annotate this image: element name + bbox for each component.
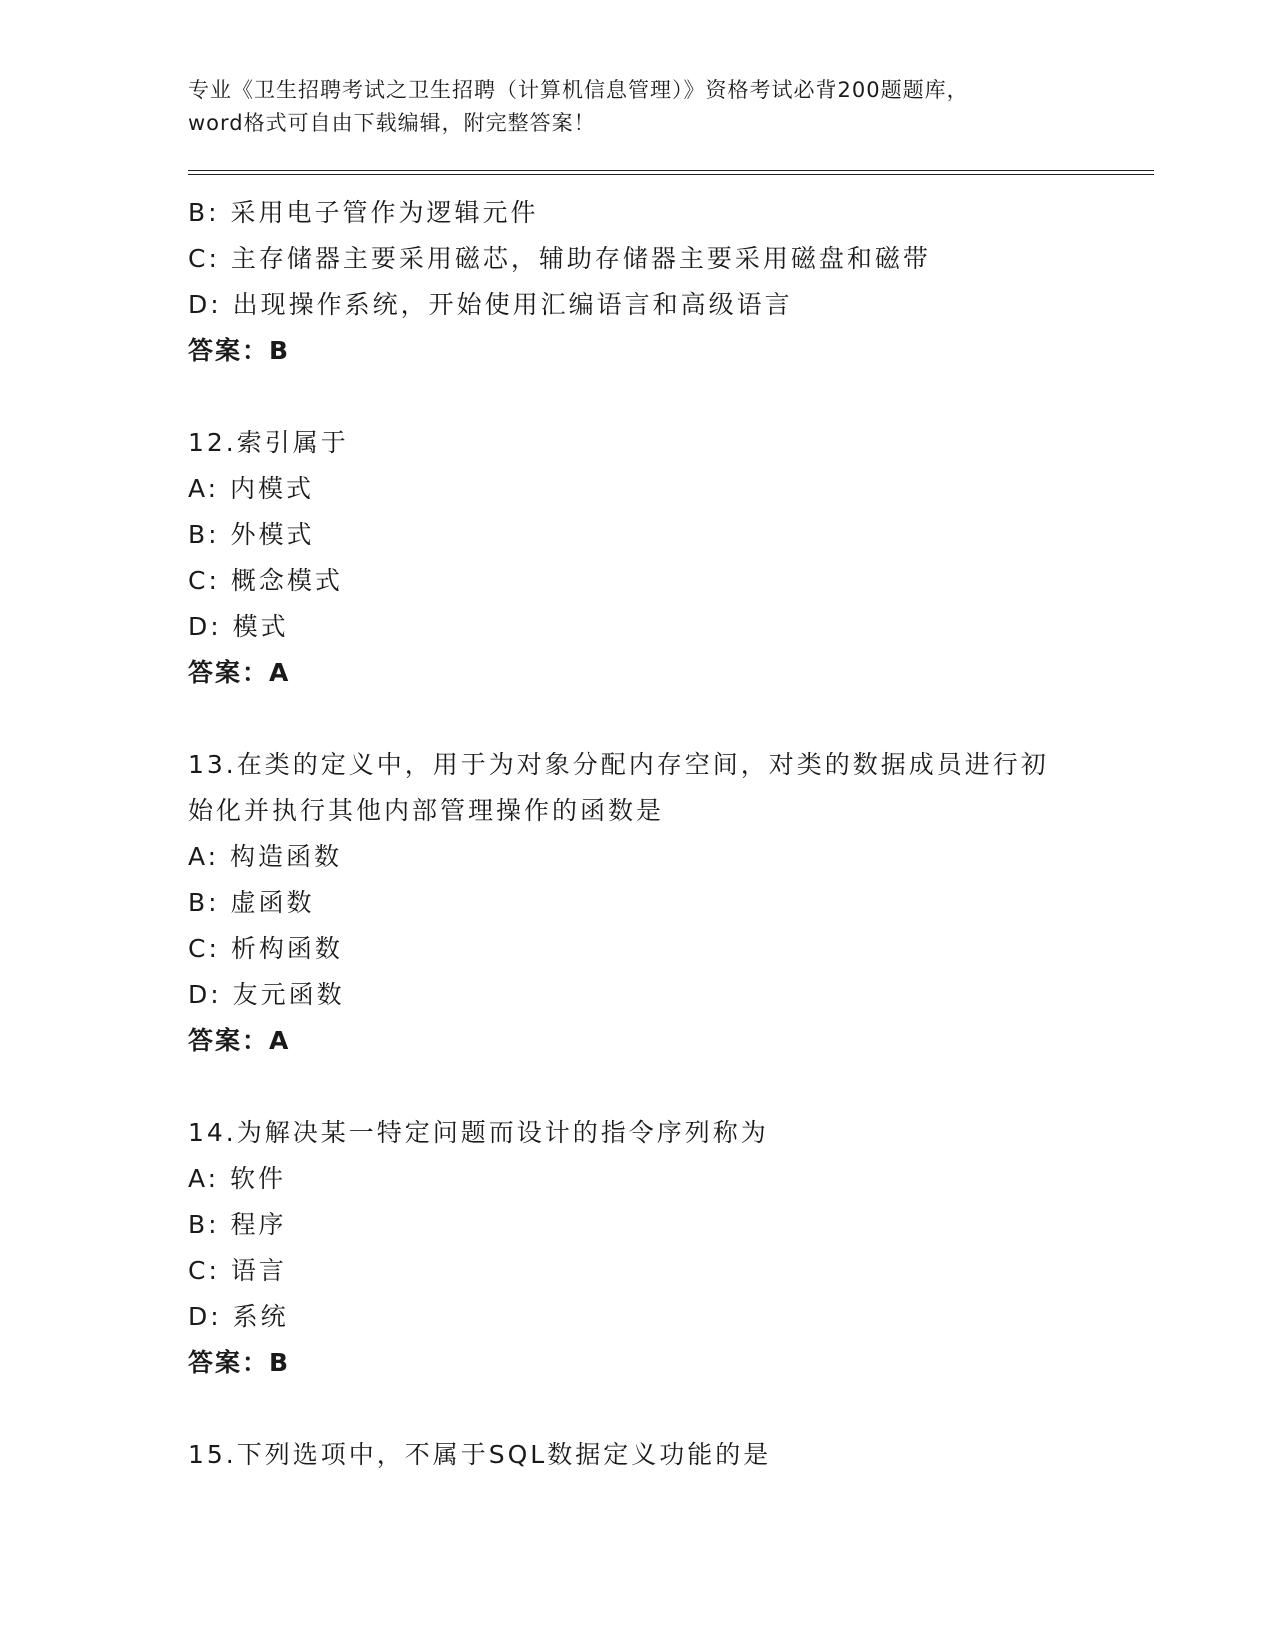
option-d: D: 友元函数 — [188, 980, 345, 1009]
spacer — [188, 1386, 1088, 1432]
option-c: C: 概念模式 — [188, 566, 343, 595]
question-11-tail — [188, 190, 1088, 374]
spacer — [188, 696, 1088, 742]
question-title-line-2: 始化并执行其他内部管理操作的函数是 — [188, 796, 665, 825]
answer: 答案：B — [188, 336, 291, 365]
question-title-line-1: 13.在类的定义中，用于为对象分配内存空间，对类的数据成员进行初 — [188, 750, 1049, 779]
option-d: D: 出现操作系统，开始使用汇编语言和高级语言 — [188, 290, 793, 319]
question-title: 15.下列选项中，不属于SQL数据定义功能的是 — [188, 1440, 772, 1469]
option-c: C: 语言 — [188, 1256, 287, 1285]
option-d: D: 系统 — [188, 1302, 289, 1331]
document-header — [188, 74, 1088, 140]
option-b: B: 虚函数 — [188, 888, 315, 917]
answer: 答案：B — [188, 1348, 291, 1377]
spacer — [188, 374, 1088, 420]
question-14 — [188, 1110, 1088, 1386]
question-12 — [188, 420, 1088, 696]
question-list — [188, 190, 1088, 1478]
question-title: 14.为解决某一特定问题而设计的指令序列称为 — [188, 1118, 769, 1147]
option-c: C: 析构函数 — [188, 934, 343, 963]
header-divider-bottom — [188, 174, 1154, 175]
option-b: B: 外模式 — [188, 520, 315, 549]
option-a: A: 构造函数 — [188, 842, 343, 871]
question-13 — [188, 742, 1088, 1064]
question-15 — [188, 1432, 1088, 1478]
header-divider-top — [188, 170, 1154, 171]
question-title: 12.索引属于 — [188, 428, 349, 457]
header-line-2: word格式可自由下载编辑，附完整答案！ — [188, 111, 596, 135]
header-line-1: 专业《卫生招聘考试之卫生招聘（计算机信息管理）》资格考试必背200题题库， — [188, 78, 969, 102]
option-c: C: 主存储器主要采用磁芯，辅助存储器主要采用磁盘和磁带 — [188, 244, 931, 273]
option-b: B: 采用电子管作为逻辑元件 — [188, 198, 539, 227]
option-a: A: 内模式 — [188, 474, 315, 503]
option-b: B: 程序 — [188, 1210, 287, 1239]
option-a: A: 软件 — [188, 1164, 287, 1193]
option-d: D: 模式 — [188, 612, 289, 641]
spacer — [188, 1064, 1088, 1110]
answer: 答案：A — [188, 1026, 291, 1055]
answer: 答案：A — [188, 658, 291, 687]
